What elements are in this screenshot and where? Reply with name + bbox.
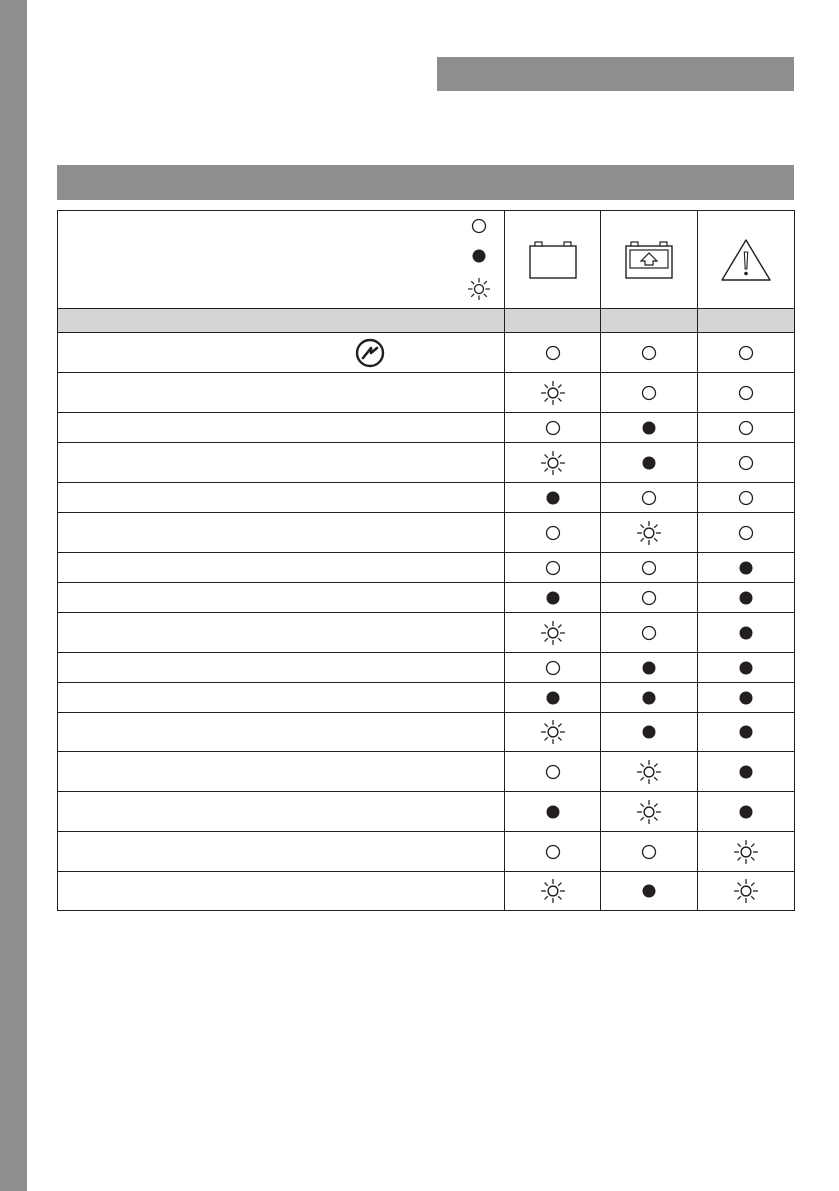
- led-state-cell: [698, 653, 795, 683]
- led-off-icon: [467, 215, 491, 237]
- led-off-icon: [543, 658, 563, 678]
- led-state-cell: [698, 553, 795, 583]
- led-state-cell: [601, 333, 698, 373]
- led-state-cell: [601, 872, 698, 911]
- led-state-cell: [505, 553, 601, 583]
- led-state-cell: [601, 483, 698, 513]
- led-flashing-icon: [733, 839, 759, 865]
- led-state-cell: [601, 373, 698, 413]
- led-off-icon: [543, 418, 563, 438]
- led-on-icon: [543, 488, 563, 508]
- led-on-icon: [639, 658, 659, 678]
- status-row: [58, 613, 795, 653]
- page-edge-bar: [0, 0, 27, 1191]
- status-description: [58, 333, 505, 373]
- status-description: [58, 413, 505, 443]
- led-state-cell: [505, 513, 601, 553]
- led-flashing-icon: [540, 380, 566, 406]
- led-off-icon: [736, 488, 756, 508]
- led-state-cell: [505, 752, 601, 792]
- led-flashing-icon: [636, 759, 662, 785]
- status-row: [58, 413, 795, 443]
- led-flashing-icon: [733, 878, 759, 904]
- led-off-icon: [639, 343, 659, 363]
- led-on-icon: [467, 245, 491, 267]
- status-description: [58, 713, 505, 752]
- column-battery: [505, 211, 601, 309]
- led-on-icon: [639, 722, 659, 742]
- table-header-row: [58, 211, 795, 309]
- led-state-cell: [601, 792, 698, 832]
- led-on-icon: [736, 558, 756, 578]
- battery-icon: [525, 238, 581, 282]
- led-on-icon: [639, 418, 659, 438]
- led-off-icon: [736, 523, 756, 543]
- status-description: [58, 513, 505, 553]
- led-state-cell: [601, 713, 698, 752]
- status-row: [58, 683, 795, 713]
- led-state-cell: [601, 653, 698, 683]
- status-description: [58, 752, 505, 792]
- legend-cell: [58, 211, 505, 309]
- led-on-icon: [639, 881, 659, 901]
- status-row: [58, 443, 795, 483]
- status-row: [58, 553, 795, 583]
- status-row: [58, 513, 795, 553]
- status-row: [58, 583, 795, 613]
- led-flashing-icon: [540, 450, 566, 476]
- status-description: [58, 653, 505, 683]
- led-off-icon: [639, 383, 659, 403]
- table-subheader-row: [58, 309, 795, 333]
- led-state-cell: [505, 613, 601, 653]
- led-on-icon: [639, 688, 659, 708]
- led-off-icon: [543, 523, 563, 543]
- subheader-cell: [505, 309, 601, 333]
- led-flashing-icon: [540, 620, 566, 646]
- led-state-cell: [601, 513, 698, 553]
- subheader-cell: [601, 309, 698, 333]
- led-on-icon: [543, 802, 563, 822]
- led-flashing-icon: [467, 277, 491, 301]
- led-state-cell: [505, 713, 601, 752]
- led-off-icon: [543, 842, 563, 862]
- status-description: [58, 613, 505, 653]
- led-state-cell: [698, 713, 795, 752]
- column-charging: [601, 211, 698, 309]
- title-band: [437, 57, 794, 91]
- led-state-cell: [698, 872, 795, 911]
- warning-icon: [718, 236, 774, 284]
- status-description: [58, 792, 505, 832]
- led-state-cell: [698, 513, 795, 553]
- section-band: [57, 165, 794, 200]
- led-state-cell: [698, 752, 795, 792]
- led-off-icon: [543, 343, 563, 363]
- led-on-icon: [736, 722, 756, 742]
- led-off-icon: [639, 623, 659, 643]
- led-state-cell: [698, 583, 795, 613]
- led-state-cell: [505, 483, 601, 513]
- status-row: [58, 792, 795, 832]
- led-state-cell: [505, 373, 601, 413]
- led-state-cell: [698, 613, 795, 653]
- status-description: [58, 832, 505, 872]
- led-state-cell: [698, 683, 795, 713]
- led-on-icon: [736, 688, 756, 708]
- led-off-icon: [639, 842, 659, 862]
- led-on-icon: [736, 623, 756, 643]
- led-status-table: [57, 210, 795, 911]
- led-state-cell: [601, 683, 698, 713]
- led-state-cell: [505, 832, 601, 872]
- status-row: [58, 752, 795, 792]
- led-off-icon: [736, 383, 756, 403]
- led-off-icon: [736, 453, 756, 473]
- status-row: [58, 653, 795, 683]
- led-state-cell: [698, 483, 795, 513]
- led-off-icon: [736, 343, 756, 363]
- led-state-cell: [505, 333, 601, 373]
- subheader-cell: [698, 309, 795, 333]
- led-state-cell: [601, 443, 698, 483]
- led-on-icon: [543, 688, 563, 708]
- led-state-cell: [698, 443, 795, 483]
- led-state-cell: [698, 832, 795, 872]
- led-off-icon: [639, 558, 659, 578]
- status-description: [58, 443, 505, 483]
- led-state-cell: [698, 792, 795, 832]
- led-legend: [467, 215, 491, 299]
- led-state-cell: [505, 872, 601, 911]
- led-state-cell: [505, 413, 601, 443]
- status-row: [58, 483, 795, 513]
- status-description: [58, 683, 505, 713]
- led-flashing-icon: [636, 520, 662, 546]
- led-flashing-icon: [540, 719, 566, 745]
- led-state-cell: [601, 752, 698, 792]
- led-state-cell: [505, 443, 601, 483]
- led-off-icon: [736, 418, 756, 438]
- status-row: [58, 333, 795, 373]
- led-state-cell: [505, 792, 601, 832]
- led-state-cell: [698, 333, 795, 373]
- led-on-icon: [736, 658, 756, 678]
- led-state-cell: [601, 413, 698, 443]
- led-state-cell: [601, 553, 698, 583]
- led-on-icon: [736, 762, 756, 782]
- status-row: [58, 713, 795, 752]
- status-description: [58, 583, 505, 613]
- led-off-icon: [543, 558, 563, 578]
- led-on-icon: [543, 588, 563, 608]
- led-state-cell: [698, 373, 795, 413]
- led-state-cell: [505, 653, 601, 683]
- led-off-icon: [639, 588, 659, 608]
- led-on-icon: [639, 453, 659, 473]
- no-connection-icon: [354, 337, 386, 369]
- subheader-cell: [58, 309, 505, 333]
- led-state-cell: [505, 683, 601, 713]
- led-state-cell: [601, 583, 698, 613]
- led-off-icon: [639, 488, 659, 508]
- led-flashing-icon: [636, 799, 662, 825]
- status-row: [58, 373, 795, 413]
- status-description: [58, 872, 505, 911]
- led-on-icon: [736, 588, 756, 608]
- led-state-cell: [505, 583, 601, 613]
- led-state-cell: [698, 413, 795, 443]
- battery-charging-icon: [621, 238, 677, 282]
- status-description: [58, 373, 505, 413]
- status-description: [58, 483, 505, 513]
- status-description: [58, 553, 505, 583]
- led-flashing-icon: [540, 878, 566, 904]
- column-warning: [698, 211, 795, 309]
- status-row: [58, 832, 795, 872]
- led-state-cell: [601, 832, 698, 872]
- led-state-cell: [601, 613, 698, 653]
- status-row: [58, 872, 795, 911]
- led-on-icon: [736, 802, 756, 822]
- led-off-icon: [543, 762, 563, 782]
